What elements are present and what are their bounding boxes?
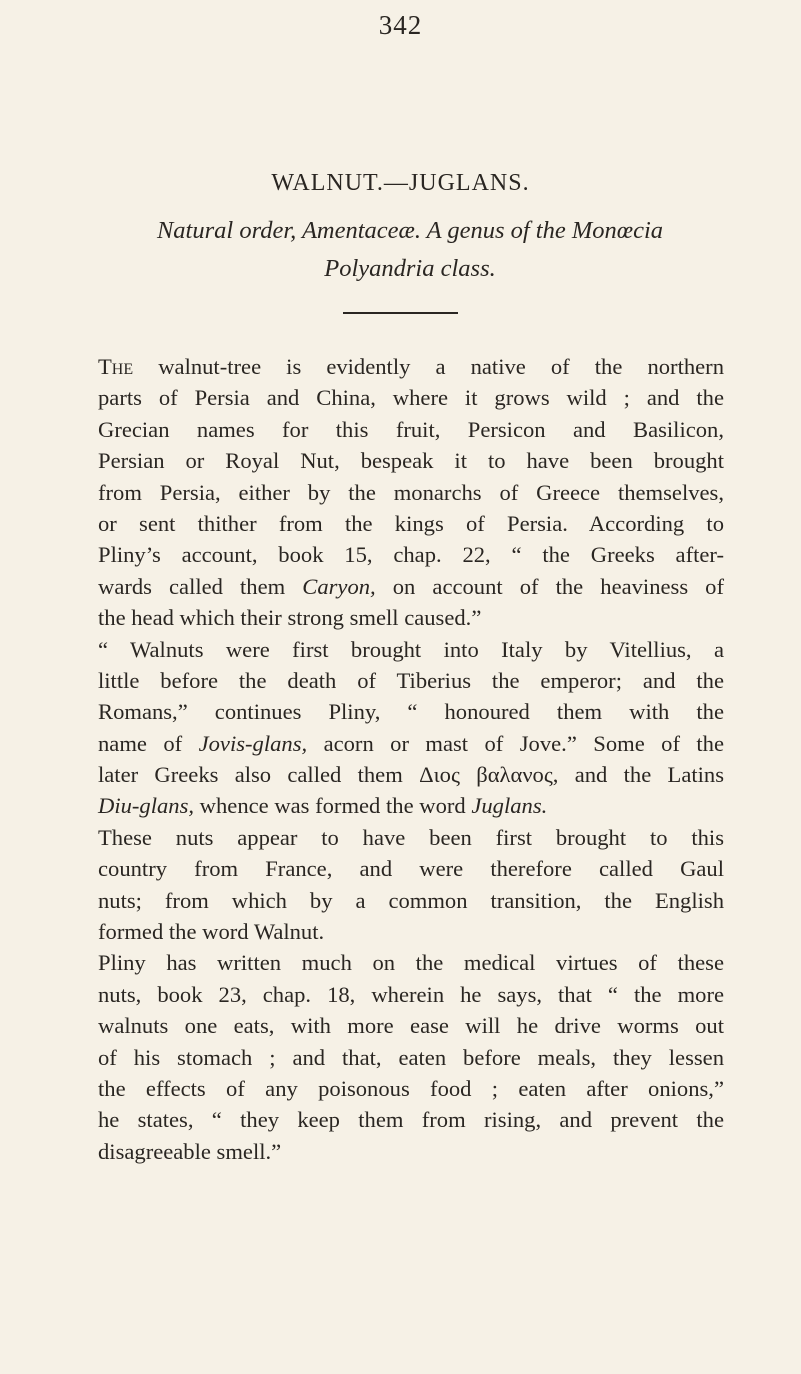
- text-line: little before the death of Tiberius the emperor; and the: [98, 667, 724, 693]
- text-line: country from France, and were therefore called Gaul: [98, 856, 724, 882]
- italic-span: Juglans.: [471, 793, 548, 819]
- text-line: walnuts one eats, with more ease will he drive worms out: [98, 1013, 724, 1039]
- text-line: These nuts appear to have been first brought to this: [98, 824, 724, 850]
- italic-span: Diu-glans,: [98, 793, 195, 819]
- subtitle-line-2: Polyandria class.: [324, 255, 496, 282]
- text-line: the effects of any poisonous food ; eaten after onions,”: [98, 1075, 724, 1101]
- body-text: [98, 351, 724, 1167]
- text-line: Persian or Royal Nut, bespeak it to have been brought: [98, 448, 724, 474]
- text-span: whence was formed the word: [194, 793, 472, 819]
- text-line: Pliny’s account, book 15, chap. 22, “ the Greeks after-: [98, 542, 724, 568]
- subtitle-line-1: Natural order, Amentaceæ. A genus of the Monœcia: [156, 217, 664, 244]
- text-span: walnut-tree is evidently a native of the northern: [133, 354, 724, 379]
- text-line: the head which their strong smell caused.”: [98, 605, 482, 631]
- text-span: wards called them: [98, 573, 303, 599]
- small-caps-opening: The: [98, 354, 134, 379]
- page-number: 342: [378, 10, 423, 40]
- text-line: he states, “ they keep them from rising, and prevent the: [98, 1107, 724, 1133]
- text-line: [98, 571, 724, 602]
- text-span: on account of the heaviness of: [375, 573, 724, 599]
- text-line: later Greeks also called them Διος βαλανος, and the Latins: [98, 762, 724, 788]
- text-line: [98, 728, 724, 759]
- italic-span: Jovis-glans,: [198, 730, 308, 756]
- text-line: nuts, book 23, chap. 18, wherein he says, that “ the more: [98, 981, 724, 1007]
- text-line: Romans,” continues Pliny, “ honoured them with the: [98, 699, 724, 725]
- text-line: “ Walnuts were first brought into Italy by Vitellius, a: [98, 636, 724, 662]
- text-line: disagreeable smell.”: [98, 1138, 282, 1164]
- text-span: acorn or mast of Jove.” Some of the: [307, 730, 724, 756]
- text-span: name of: [98, 730, 199, 756]
- italic-span: Caryon,: [302, 573, 376, 599]
- text-line: [98, 790, 724, 821]
- text-line: Grecian names for this fruit, Persicon and Basilicon,: [98, 416, 724, 442]
- chapter-subtitle: [60, 212, 760, 288]
- text-line: or sent thither from the kings of Persia. According to: [98, 510, 724, 536]
- text-line: from Persia, either by the monarchs of Greece themselves,: [98, 479, 724, 505]
- section-divider: [343, 312, 458, 314]
- text-line: of his stomach ; and that, eaten before meals, they lessen: [98, 1044, 724, 1070]
- text-line: [98, 351, 724, 382]
- text-line: Pliny has written much on the medical virtues of these: [98, 950, 724, 976]
- text-line: parts of Persia and China, where it grows wild ; and the: [98, 385, 724, 411]
- text-line: nuts; from which by a common transition, the English: [98, 887, 724, 913]
- chapter-title: WALNUT.—JUGLANS.: [271, 170, 530, 196]
- text-line: formed the word Walnut.: [98, 919, 325, 945]
